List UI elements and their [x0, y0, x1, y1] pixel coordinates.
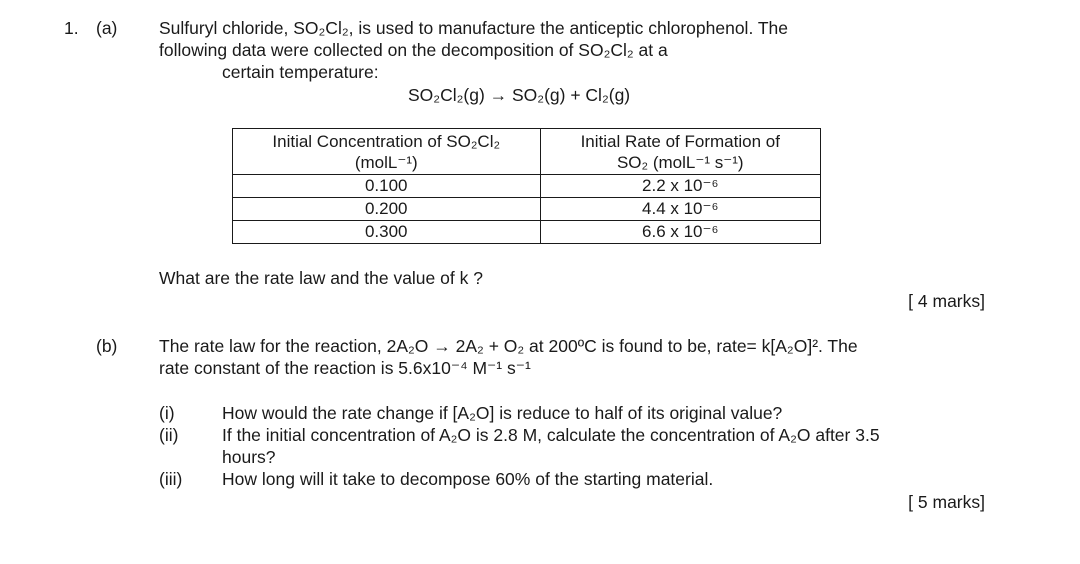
part-a-prompt: What are the rate law and the value of k ?	[159, 268, 483, 288]
cell-rate: 2.2 x 10⁻⁶	[540, 175, 821, 198]
table-row	[233, 175, 821, 198]
part-a-marks: [ 4 marks]	[908, 291, 985, 311]
header-rate-line2: SO₂ (molL⁻¹ s⁻¹)	[616, 152, 744, 172]
header-concentration	[233, 129, 541, 175]
data-table	[232, 128, 821, 244]
subquestion-label: (ii)	[159, 425, 179, 445]
table-row	[233, 221, 821, 244]
subquestion-text: If the initial concentration of A₂O is 2.8 M, calculate the concentration of A₂O after 3.5	[222, 425, 880, 445]
header-concentration-line1: Initial Concentration of SO₂Cl₂	[272, 131, 501, 151]
cell-rate: 6.6 x 10⁻⁶	[540, 221, 821, 244]
part-b-line1: The rate law for the reaction, 2A₂O → 2A₂ + O₂ at 200ºC is found to be, rate= k[A₂O]². The	[159, 336, 858, 356]
table-header-row	[233, 129, 821, 175]
reaction-equation: SO₂Cl₂(g) → SO₂(g) + Cl₂(g)	[408, 85, 631, 105]
header-rate	[540, 129, 821, 175]
part-a-label: (a)	[96, 18, 118, 38]
part-b-label: (b)	[96, 336, 118, 356]
subquestion-text: How long will it take to decompose 60% of the starting material.	[222, 469, 714, 489]
subquestion-text: How would the rate change if [A₂O] is reduce to half of its original value?	[222, 403, 783, 423]
subquestion-text-continued: hours?	[222, 447, 276, 467]
cell-rate: 4.4 x 10⁻⁶	[540, 198, 821, 221]
subquestion-label: (iii)	[159, 469, 183, 489]
part-a-intro-line2: following data were collected on the decomposition of SO₂Cl₂ at a	[159, 40, 668, 60]
header-concentration-line2: (molL⁻¹)	[354, 152, 418, 172]
subquestion-label: (i)	[159, 403, 175, 423]
table-row	[233, 198, 821, 221]
cell-concentration: 0.200	[233, 198, 541, 221]
part-b-line2: rate constant of the reaction is 5.6x10⁻⁴ M⁻¹ s⁻¹	[159, 358, 531, 378]
cell-concentration: 0.300	[233, 221, 541, 244]
part-a-intro-line1: Sulfuryl chloride, SO₂Cl₂, is used to manufacture the anticeptic chlorophenol. The	[159, 18, 789, 38]
header-rate-line1: Initial Rate of Formation of	[580, 131, 780, 151]
cell-concentration: 0.100	[233, 175, 541, 198]
part-b-marks: [ 5 marks]	[908, 492, 985, 512]
question-number: 1.	[64, 18, 79, 38]
part-a-intro-line3: certain temperature:	[222, 62, 379, 82]
